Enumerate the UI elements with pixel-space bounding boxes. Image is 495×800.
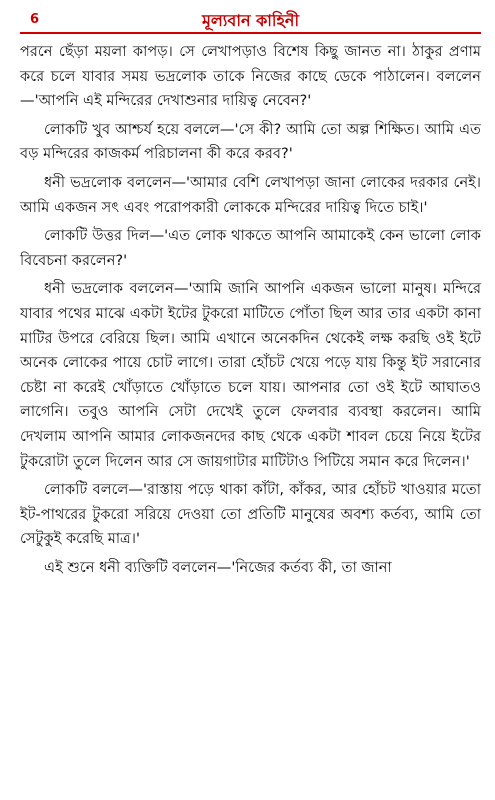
paragraph: ধনী ভদ্রলোক বললেন—'আমি জানি আপনি একজন ভালো মানুষ। মন্দিরে যাবার পথের মাঝে একটা ইটের টুকরো মাটিতে পোঁতা ছিল আর তার একটা কানা মাটির উপরে বেরিয়ে ছিল। আমি এখানে অনেকদিন থেকেই লক্ষ করছি ওই ইটে অনেক লোকের পায়ে চোট লাগে। তারা হোঁচট খেয়ে পড়ে যায় কিন্তু ইট সরানোর চেষ্টা না করেই খোঁড়াতে খোঁড়াতে চলে যায়। আপনার তো ওই ইটে আঘাতও লাগেনি। তবুও আপনি সেটা দেখেই তুলে ফেলবার ব্যবস্থা করলেন। আমি দেখলাম আপনি আমার লোকজনদের কাছ থেকে একটা শাবল চেয়ে নিয়ে ইটের টুকরোটা তুলে দিলেন আর সে জায়গাটার মাটিটাও পিটিয়ে সমান করে দিলেন।' xyxy=(20,280,481,470)
paragraph: এই শুনে ধনী ব্যক্তিটি বললেন—'নিজের কর্তব্য কী, তা জানা xyxy=(44,558,392,576)
page-number: 6 xyxy=(30,12,40,27)
body-text xyxy=(20,40,481,580)
running-title: মূল্যবান কাহিনী xyxy=(201,11,300,30)
page-header xyxy=(20,6,481,34)
paragraph: পরনে ছেঁড়া ময়লা কাপড়। সে লেখাপড়াও বিশেষ কিছু জানত না। ঠাকুর প্রণাম করে চলে যাবার সময় ভদ্রলোক তাকে নিজের কাছে ডেকে পাঠালেন। বললেন—'আপনি এই মন্দিরের দেখাশুনার দায়িত্ব নেবেন?' xyxy=(20,43,481,110)
paragraph: ধনী ভদ্রলোক বললেন—'আমার বেশি লেখাপড়া জানা লোকের দরকার নেই। আমি একজন সৎ এবং পরোপকারী লোককে মন্দিরের দায়িত্ব দিতে চাই।' xyxy=(20,173,481,216)
paragraph: লোকটি খুব আশ্চর্য হয়ে বললে—'সে কী? আমি তো অল্প শিক্ষিত। আমি এত বড় মন্দিরের কাজকর্ম পরিচালনা কী করে করব?' xyxy=(20,120,481,163)
paragraph: লোকটি উত্তর দিল—'এত লোক থাকতে আপনি আমাকেই কেন ভালো লোক বিবেচনা করলেন?' xyxy=(20,227,481,269)
paragraph: লোকটি বললে—'রাস্তায় পড়ে থাকা কাঁটা, কাঁকর, আর হোঁচট খাওয়ার মতো ইট-পাথরের টুকরো সরিয়ে দেওয়া তো প্রতিটি মানুষের অবশ্য কর্তব্য, আমি তো সেটুকুই করেছি মাত্র।' xyxy=(20,481,481,548)
